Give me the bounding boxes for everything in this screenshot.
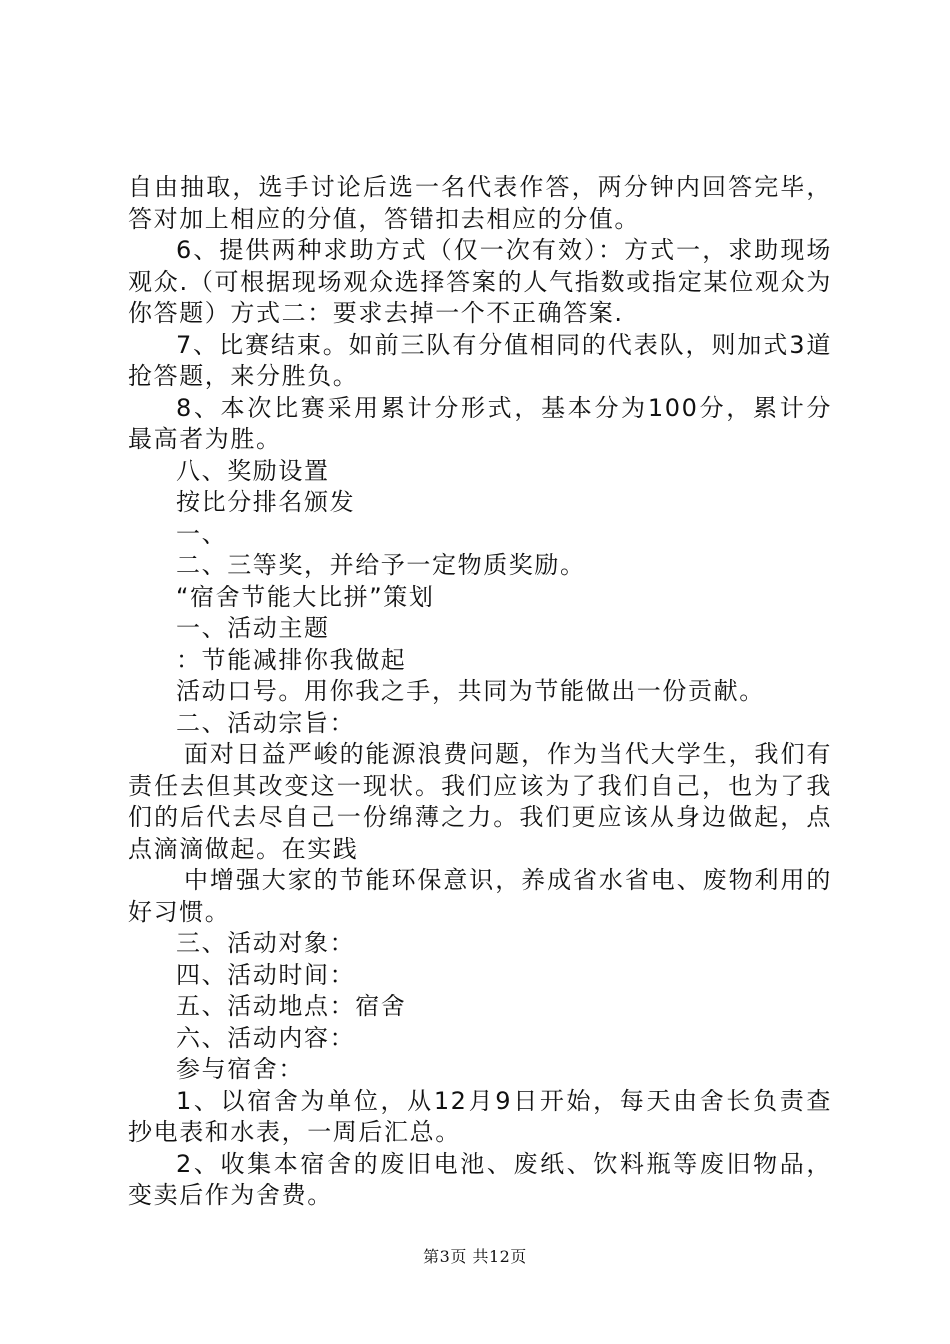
paragraph: 中增强大家的节能环保意识，养成省水省电、废物利用的好习惯。 bbox=[128, 866, 832, 926]
paragraph: 2、收集本宿舍的废旧电池、废纸、饮料瓶等废旧物品，变卖后作为舍费。 bbox=[128, 1149, 832, 1209]
paragraph: 三、活动对象： bbox=[176, 929, 356, 957]
paragraph: 按比分排名颁发 bbox=[176, 488, 356, 516]
paragraph: ：节能减排你我做起 bbox=[176, 645, 407, 674]
page-footer: 第3页 共12页 bbox=[423, 1247, 527, 1266]
paragraph: 一、活动主题 bbox=[176, 614, 330, 642]
paragraph: 6、提供两种求助方式（仅一次有效）：方式一，求助现场观众.（可根据现场观众选择答案的人气指数或指定某位观众为你答题）方式二：要求去掉一个不正确答案. bbox=[128, 236, 832, 327]
paragraph: 7、比赛结束。如前三队有分值相同的代表队，则加式3道抢答题，来分胜负。 bbox=[128, 330, 832, 390]
paragraph: 参与宿舍： bbox=[176, 1055, 304, 1083]
paragraph: 一、 bbox=[176, 519, 228, 548]
paragraph: 1、以宿舍为单位，从12月9日开始，每天由舍长负责查抄电表和水表，一周后汇总。 bbox=[128, 1086, 832, 1146]
paragraph: 自由抽取，选手讨论后选一名代表作答，两分钟内回答完毕，答对加上相应的分值，答错扣去相应的分值。 bbox=[128, 173, 832, 233]
paragraph: 五、活动地点：宿舍 bbox=[176, 992, 407, 1020]
paragraph: 二、三等奖，并给予一定物质奖励。 bbox=[176, 551, 586, 579]
paragraph: 四、活动时间： bbox=[176, 960, 356, 989]
paragraph: 8、本次比赛采用累计分形式，基本分为100分，累计分最高者为胜。 bbox=[128, 393, 832, 453]
paragraph: 活动口号。用你我之手，共同为节能做出一份贡献。 bbox=[176, 677, 765, 705]
paragraph: 二、活动宗旨： bbox=[176, 708, 356, 737]
paragraph: 面对日益严峻的能源浪费问题，作为当代大学生，我们有责任去但其改变这一现状。我们应该为了我们自己，也为了我们的后代去尽自己一份绵薄之力。我们更应该从身边做起，点点滴滴做起。在实践 bbox=[128, 740, 832, 863]
document-body bbox=[128, 172, 832, 1212]
paragraph: 八、奖励设置 bbox=[176, 456, 330, 485]
paragraph: “宿舍节能大比拼”策划 bbox=[176, 582, 435, 611]
paragraph: 六、活动内容： bbox=[176, 1023, 356, 1052]
